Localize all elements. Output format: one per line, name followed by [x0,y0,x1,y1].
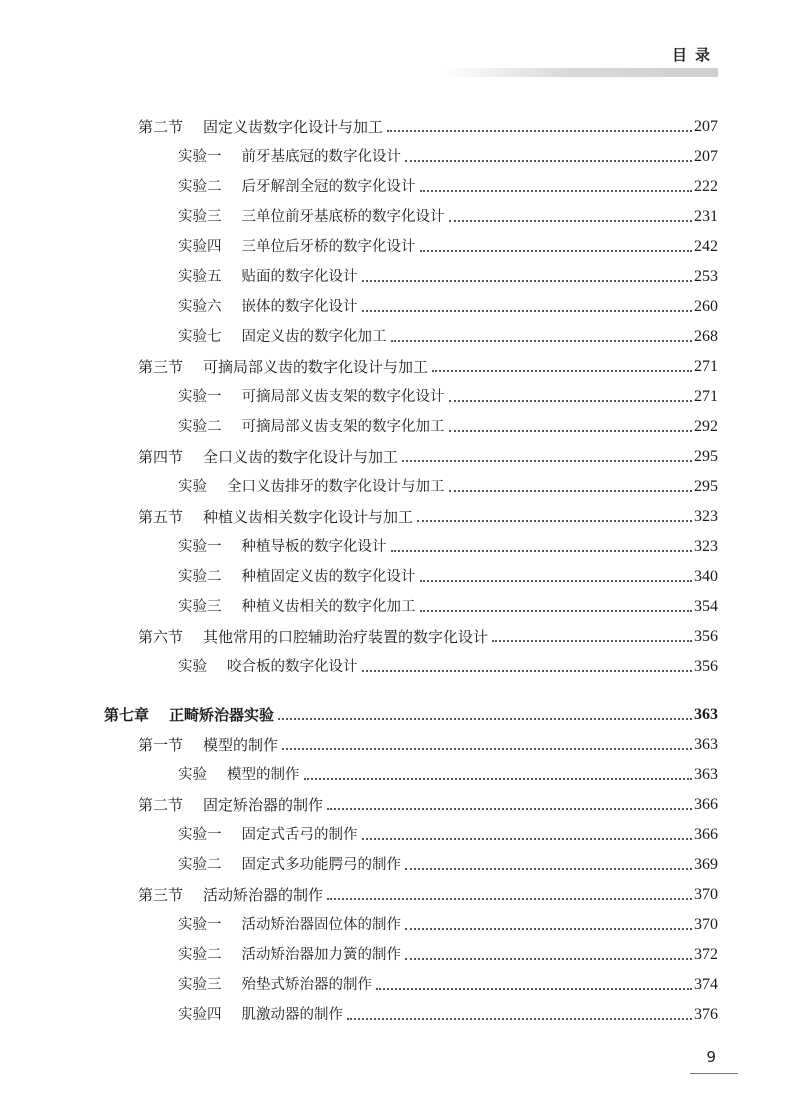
toc-entry-number: 实验一 [178,149,222,165]
toc-entry-number: 实验三 [178,977,222,993]
toc-experiment-row [0,528,800,558]
toc-experiment-row [0,288,800,318]
toc-entry-number: 实验一 [178,389,222,405]
toc-page-number: 376 [694,1006,718,1023]
toc-page-number: 366 [694,826,718,843]
toc-page-number: 356 [694,658,718,675]
toc-page-number: 207 [694,148,718,165]
toc-entry-title: 其他常用的口腔辅助治疗装置的数字化设计 [203,628,489,646]
toc-entry-title: 活动矫治器固位体的制作 [241,917,401,933]
toc-dot-leader [449,490,693,492]
toc-dot-leader [420,250,693,252]
toc-entry-number: 第三节 [138,358,184,376]
toc-dot-leader [420,580,693,582]
toc-page-number: 295 [694,448,718,465]
toc-entry-title: 活动矫治器加力簧的制作 [241,947,401,963]
toc-page-number: 295 [694,478,718,495]
toc-section-row [0,498,800,528]
toc-entry-title: 固定义齿数字化设计与加工 [203,118,384,136]
toc-dot-leader [449,400,693,402]
toc-section-row [0,438,800,468]
toc-entry-title: 种植导板的数字化设计 [241,539,387,555]
toc-page-number: 363 [694,736,718,753]
toc-dot-leader [391,550,693,552]
toc-entry-number: 实验二 [178,179,222,195]
toc-dot-leader [362,838,693,840]
toc-experiment-row [0,258,800,288]
toc-dot-leader [405,928,692,930]
toc-dot-leader [449,220,693,222]
toc-page-number: 363 [694,706,718,723]
toc-entry-number: 实验一 [178,539,222,555]
toc-entry-number: 实验四 [178,1007,222,1023]
toc-page-number: 340 [694,568,718,585]
toc-entry-title: 全口义齿的数字化设计与加工 [203,448,399,466]
toc-dot-leader [405,958,692,960]
toc-experiment-row [0,648,800,678]
toc-dot-leader [327,808,692,810]
toc-entry-number: 实验六 [178,299,222,315]
toc-dot-leader [405,160,692,162]
toc-page-number: 231 [694,208,718,225]
page-number: 9 [706,1048,716,1066]
toc-experiment-row [0,558,800,588]
toc-entry-title: 前牙基底冠的数字化设计 [241,149,401,165]
toc-entry-number: 第一节 [138,736,184,754]
toc-dot-leader [327,898,692,900]
toc-dot-leader [387,130,692,132]
toc-dot-leader [420,610,693,612]
toc-experiment-row [0,756,800,786]
toc-page-number: 374 [694,976,718,993]
toc-entry-title: 殆垫式矫治器的制作 [241,977,372,993]
toc-section-row [0,108,800,138]
toc-entry-title: 可摘局部义齿的数字化设计与加工 [203,358,429,376]
toc-entry-title: 活动矫治器的制作 [203,886,324,904]
toc-experiment-row [0,378,800,408]
toc-entry-title: 嵌体的数字化设计 [241,299,358,315]
toc-dot-leader [420,190,693,192]
toc-page-number: 323 [694,508,718,525]
toc-page-number: 207 [694,118,718,135]
toc-dot-leader [362,310,693,312]
toc-entry-title: 种植义齿相关的数字化加工 [241,599,416,615]
toc-entry-title: 咬合板的数字化设计 [227,659,358,675]
toc-entry-title: 种植固定义齿的数字化设计 [241,569,416,585]
toc-entry-number: 实验一 [178,827,222,843]
toc-dot-leader [362,670,693,672]
toc-entry-title: 后牙解剖全冠的数字化设计 [241,179,416,195]
toc-section-row [0,618,800,648]
toc-page-number: 253 [694,268,718,285]
toc-entry-title: 可摘局部义齿支架的数字化设计 [241,389,445,405]
toc-entry-number: 实验二 [178,857,222,873]
toc-entry-number: 实验四 [178,239,222,255]
toc-entry-number: 第二节 [138,118,184,136]
toc-page-number: 242 [694,238,718,255]
toc-experiment-row [0,996,800,1026]
toc-chapter-row [0,696,800,726]
table-of-contents [0,108,800,1026]
toc-entry-number: 第四节 [138,448,184,466]
toc-entry-title: 可摘局部义齿支架的数字化加工 [241,419,445,435]
toc-entry-number: 实验一 [178,917,222,933]
toc-experiment-row [0,198,800,228]
toc-entry-title: 肌激动器的制作 [241,1007,343,1023]
toc-page-number: 268 [694,328,718,345]
toc-dot-leader [449,430,693,432]
toc-dot-leader [376,988,692,990]
toc-dot-leader [417,520,692,522]
toc-experiment-row [0,588,800,618]
toc-dot-leader [405,868,692,870]
toc-dot-leader [282,748,692,750]
toc-entry-title: 固定式舌弓的制作 [241,827,358,843]
toc-entry-number: 实验七 [178,329,222,345]
toc-dot-leader [492,640,692,642]
header-decoration-bar [440,68,718,77]
toc-page-number: 292 [694,418,718,435]
toc-page-number: 260 [694,298,718,315]
toc-entry-number: 实验二 [178,569,222,585]
toc-entry-number: 实验 [178,479,207,495]
toc-page-number: 372 [694,946,718,963]
toc-section-row [0,876,800,906]
toc-experiment-row [0,816,800,846]
toc-page-number: 323 [694,538,718,555]
toc-entry-number: 第五节 [138,508,184,526]
toc-entry-number: 第三节 [138,886,184,904]
toc-entry-number: 实验二 [178,947,222,963]
footer-rule [690,1073,738,1074]
toc-experiment-row [0,228,800,258]
toc-dot-leader [362,280,693,282]
toc-experiment-row [0,318,800,348]
toc-page-number: 366 [694,796,718,813]
toc-page-number: 369 [694,856,718,873]
toc-dot-leader [391,340,693,342]
toc-entry-number: 实验 [178,767,207,783]
toc-dot-leader [432,370,692,372]
toc-page-number: 370 [694,916,718,933]
toc-entry-number: 第二节 [138,796,184,814]
toc-entry-title: 模型的制作 [227,767,300,783]
running-header: 目录 [671,46,718,64]
toc-section-row [0,348,800,378]
toc-page-number: 370 [694,886,718,903]
toc-section-row [0,786,800,816]
toc-entry-title: 固定式多功能腭弓的制作 [241,857,401,873]
toc-entry-number: 第六节 [138,628,184,646]
toc-experiment-row [0,906,800,936]
toc-entry-number: 实验 [178,659,207,675]
toc-section-row [0,726,800,756]
toc-experiment-row [0,936,800,966]
toc-experiment-row [0,966,800,996]
toc-entry-title: 全口义齿排牙的数字化设计与加工 [227,479,445,495]
toc-entry-title: 三单位后牙桥的数字化设计 [241,239,416,255]
toc-entry-title: 固定矫治器的制作 [203,796,324,814]
toc-experiment-row [0,408,800,438]
toc-dot-leader [347,1018,692,1020]
toc-experiment-row [0,138,800,168]
toc-page-number: 356 [694,628,718,645]
toc-entry-title: 模型的制作 [203,736,279,754]
toc-page-number: 363 [694,766,718,783]
toc-entry-title: 贴面的数字化设计 [241,269,358,285]
toc-dot-leader [304,778,693,780]
toc-entry-title: 三单位前牙基底桥的数字化设计 [241,209,445,225]
toc-entry-number: 实验二 [178,419,222,435]
toc-entry-title: 种植义齿相关数字化设计与加工 [203,508,414,526]
toc-entry-number: 实验五 [178,269,222,285]
toc-experiment-row [0,846,800,876]
toc-entry-number: 第七章 [104,706,150,724]
toc-experiment-row [0,168,800,198]
toc-entry-title: 正畸矫治器实验 [169,706,275,724]
toc-page-number: 354 [694,598,718,615]
toc-entry-title: 固定义齿的数字化加工 [241,329,387,345]
toc-experiment-row [0,468,800,498]
toc-dot-leader [402,460,692,462]
toc-page-number: 271 [694,388,718,405]
toc-page-number: 271 [694,358,718,375]
toc-entry-number: 实验三 [178,209,222,225]
toc-entry-number: 实验三 [178,599,222,615]
toc-dot-leader [278,718,692,720]
toc-page-number: 222 [694,178,718,195]
